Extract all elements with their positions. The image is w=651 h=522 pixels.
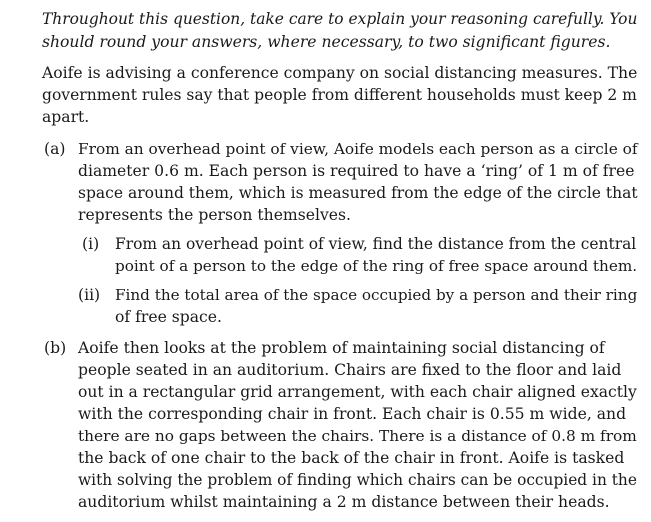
instructions-line: Throughout this question, take care to explain your reasoning carefully. You	[42, 10, 638, 28]
part-b-line: auditorium whilst maintaining a 2 m distance between their heads.	[78, 493, 610, 511]
intro-line: government rules say that people from different households must keep 2 m	[42, 86, 637, 104]
part-b-line: out in a rectangular grid arrangement, with each chair aligned exactly	[78, 383, 637, 401]
part-a-line: space around them, which is measured from the edge of the circle that	[78, 184, 638, 202]
part-b-line: with the corresponding chair in front. Each chair is 0.55 m wide, and	[78, 405, 627, 423]
part-a-i-line: From an overhead point of view, find the distance from the central	[115, 235, 637, 253]
instructions-line: should round your answers, where necessary, to two significant figures.	[42, 33, 611, 51]
part-a-line: represents the person themselves.	[78, 206, 351, 224]
part-b-line: Aoife then looks at the problem of maintaining social distancing of	[78, 339, 605, 357]
part-b-line: there are no gaps between the chairs. There is a distance of 0.8 m from	[78, 427, 637, 445]
part-b-line: people seated in an auditorium. Chairs are fixed to the floor and laid	[78, 361, 622, 379]
intro-line: Aoife is advising a conference company on social distancing measures. The	[42, 64, 638, 82]
intro-line: apart.	[42, 108, 90, 126]
part-a-ii-line: of free space.	[115, 308, 222, 326]
part-a-label: (a)	[44, 140, 66, 158]
part-b-label: (b)	[44, 339, 67, 357]
part-a-ii-line: Find the total area of the space occupied by a person and their ring	[115, 286, 638, 304]
part-a-i-line: point of a person to the edge of the ring of free space around them.	[115, 257, 638, 275]
part-a-i-label: (i)	[82, 235, 100, 253]
part-a-line: diameter 0.6 m. Each person is required to have a ‘ring’ of 1 m of free	[78, 162, 635, 180]
part-a-line: From an overhead point of view, Aoife models each person as a circle of	[78, 140, 638, 158]
part-b-line: with solving the problem of finding which chairs can be occupied in the	[78, 471, 637, 489]
part-a-ii-label: (ii)	[78, 286, 101, 304]
part-b-line: the back of one chair to the back of the chair in front. Aoife is tasked	[78, 449, 625, 467]
